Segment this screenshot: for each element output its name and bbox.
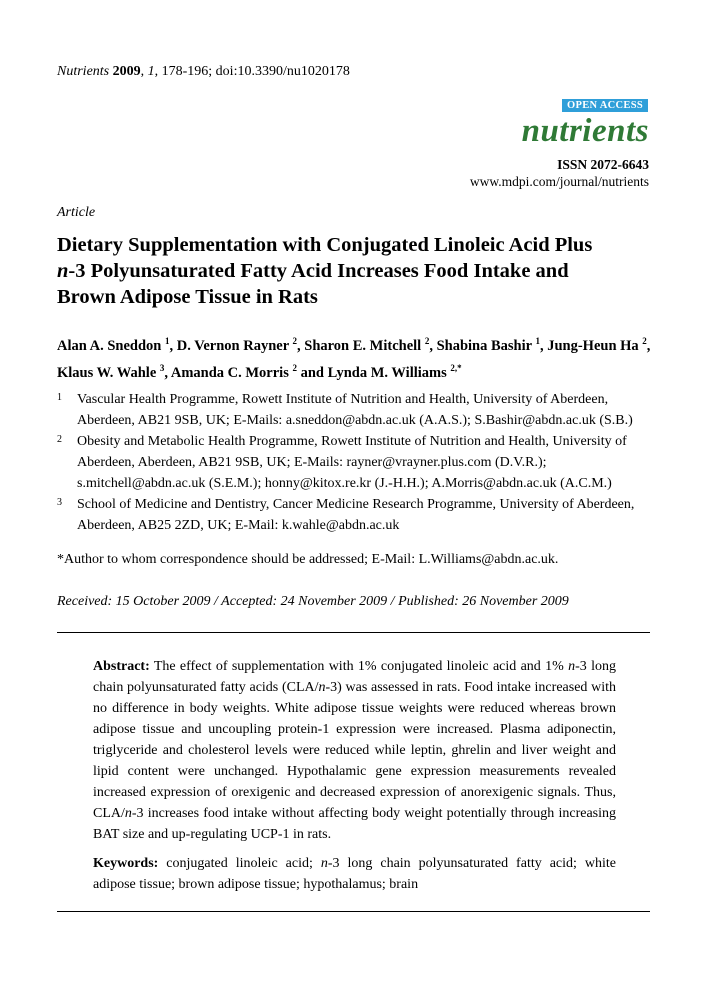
citation-volume: 1 <box>147 64 155 79</box>
author: Amanda C. Morris $^2$ and <box>170 362 328 381</box>
keywords: Keywords: conjugated linoleic acid; n-3 long chain polyunsaturated fatty acid; white adipose tissue; brown adipose tissue; hypothalamus; brain <box>93 856 616 892</box>
citation-doi[interactable]: 178-196; doi:10.3390/nu1020178 <box>161 64 350 79</box>
title-line-3: Brown Adipose Tissue in Rats <box>57 286 318 308</box>
author: Sharon E. Mitchell $^2$, <box>304 336 437 354</box>
author: Klaus W. Wahle $^3$, <box>57 362 171 381</box>
citation-journal: Nutrients <box>57 64 110 79</box>
author: Lynda M. Williams $^{2,*}$ <box>327 362 462 381</box>
issn: ISSN 2072-6643 <box>557 157 649 172</box>
affiliation-number: 1 <box>57 392 62 403</box>
affiliation-number: 2 <box>57 434 62 445</box>
citation-year: 2009 <box>112 64 141 79</box>
abstract-label: Abstract: <box>93 659 150 674</box>
journal-logo: nutrients <box>521 113 649 149</box>
affiliation-number: 3 <box>57 497 62 508</box>
affiliation: Obesity and Metabolic Health Programme, Rowett Institute of Nutrition and Health, University of Aberdeen, Aberdeen, AB21 9SB, UK; E-Mails: rayner@vrayner.plus.com (D.V.R.); s.mitchell@abdn.ac.uk (S.E.M.); honny@kitox.re.kr (J.-H.H.); A.Morris@abdn.ac.uk (A.C.M.) <box>77 434 627 491</box>
author: D. Vernon Rayner $^2$, <box>176 336 305 354</box>
title-line-2: n-3 Polyunsaturated Fatty Acid Increases Food Intake and <box>57 260 569 282</box>
abstract: Abstract: The effect of supplementation with 1% conjugated linoleic acid and 1% n-3 long chain polyunsaturated fatty acids (CLA/n-3) was assessed in rats. Food intake increased with no difference in body weights. White adipose tissue weights were reduced whereas brown adipose tissue and uncoupling protein-1 expression were increased. Plasma adiponectin, triglyceride and cholesterol levels were reduced while leptin, ghrelin and liver weight and lipid content were unchanged. Hypothalamic gene expression measurements revealed increased expression of orexigenic and decreased expression of anorexigenic signals. Thus, CLA/n-3 increases food intake without affecting body weight potentially through increasing BAT size and up-regulating UCP-1 in rats. <box>93 659 617 842</box>
citation-line: Nutrients 2009, 1, 178-196; doi:10.3390/nu1020178 <box>57 64 350 79</box>
article-type: Article <box>57 205 96 220</box>
journal-url[interactable]: www.mdpi.com/journal/nutrients <box>469 174 649 189</box>
author: Shabina Bashir $^1$, <box>436 336 548 354</box>
title-line-1: Dietary Supplementation with Conjugated Linoleic Acid Plus <box>57 234 593 256</box>
affiliation: School of Medicine and Dentistry, Cancer Medicine Research Programme, University of Aberdeen, Aberdeen, AB25 2ZD, UK; E-Mail: k.wahle@abdn.ac.uk <box>77 497 635 533</box>
author: Alan A. Sneddon $^1$, <box>57 336 177 354</box>
affiliation: Vascular Health Programme, Rowett Institute of Nutrition and Health, University of Aberdeen, Aberdeen, AB21 9SB, UK; E-Mails: a.sneddon@abdn.ac.uk (A.A.S.); S.Bashir@abdn.ac.uk (S.B.) <box>77 392 633 428</box>
article-title <box>57 232 657 310</box>
publication-dates: Received: 15 October 2009 / Accepted: 24 November 2009 / Published: 26 November 2009 <box>57 594 569 609</box>
divider-top <box>57 632 650 633</box>
open-access-badge: OPEN ACCESS <box>562 99 648 112</box>
author-list <box>57 330 657 384</box>
author: Jung-Heun Ha $^2$, <box>547 336 651 354</box>
divider-bottom <box>57 911 650 912</box>
correspondence-note: *Author to whom correspondence should be addressed; E-Mail: L.Williams@abdn.ac.uk. <box>57 552 559 567</box>
keywords-label: Keywords: <box>93 856 159 871</box>
